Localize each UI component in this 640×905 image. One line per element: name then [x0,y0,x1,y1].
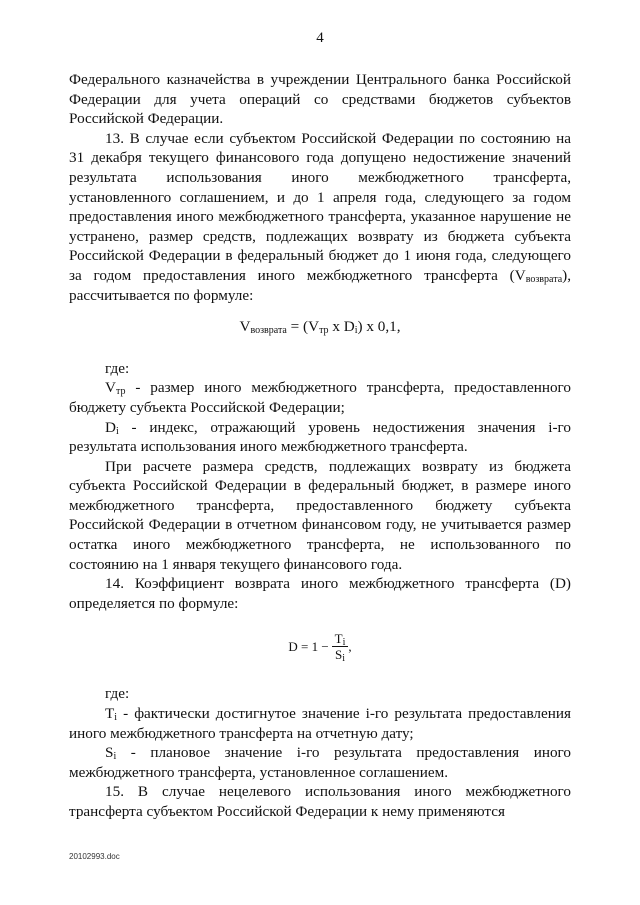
def-si-text: - плановое значение i-го результата предоставления иного межбюджетного трансферта, установленное соглашением. [69,744,571,781]
def-vtr-symbol: V [105,379,116,397]
paragraph-15: 15. В случае нецелевого использования иного межбюджетного трансферта субъектом Российской Федерации к нему применяются [69,783,571,820]
def-ti-symbol: T [105,705,115,723]
formula-d-fraction [332,631,352,665]
document-body [69,70,571,822]
definition-di [69,418,571,457]
formula-d-num-sub: i [342,637,346,649]
formula-d-numerator [332,631,349,647]
where-label-1: где: [105,359,130,377]
paragraph-14: 14. Коэффициент возврата иного межбюджетного трансферта (D) определяется по формуле: [69,575,571,612]
formula-d-denominator [332,647,348,665]
p13-symbol-sub: возврата [525,273,563,285]
def-si-sub: i [113,751,117,763]
def-di-text: - индекс, отражающий уровень недостижения значения i-го результата использования иного межбюджетного трансферта. [69,418,571,456]
formula-mid2-sub: i [354,325,358,337]
formula-d-den-sub: i [342,653,346,665]
formula-lhs: V [239,318,251,336]
definition-ti [69,704,571,743]
formula-d-num-symbol: T [334,631,343,647]
p13-text: 13. В случае если субъектом Российской Федерации по состоянию на 31 декабря текущего финансового года допущено недостижение значений результата использования иного межбюджетного трансферта, установленного соглашением, и до 1 апреля года, следующего за годом предоставления иного межбюджетного трансферта, указанное нарушение не устранено, размер средств, подлежащих возврату из бюджета субъекта Российской Федерации в федеральный бюджет до 1 июня года, следующего за годом предоставления иного межбюджетного трансферта ( [69,129,571,284]
def-ti-sub: i [114,712,118,724]
formula-v-return [69,317,571,337]
formula-mid2: x D [328,318,355,336]
formula-d-lhs: D = 1 − [288,639,329,655]
page-number: 4 [316,30,324,46]
def-vtr-text: - размер иного межбюджетного трансферта, предоставленного бюджету субъекта Российской Федерации; [69,379,571,416]
definition-vtr [69,378,571,417]
def-di-symbol: D [105,418,116,436]
footer-filename: 20102993.doc [69,852,120,861]
paragraph-13 [69,129,571,305]
formula-lhs-sub: возврата [250,325,287,337]
p13-end: ), рассчитывается по формуле: [69,266,571,304]
paragraph-calculation: При расчете размера средств, подлежащих возврату из бюджета субъекта Российской Федерации в федеральный бюджет, в размере иного межбюджетного трансферта, предоставленного бюджету субъекта Российской Федерации в отчетном финансовом году, не учитывается размер остатка иного межбюджетного трансферта, не использованного по состоянию на 1 января текущего финансового года. [69,457,571,573]
formula-d-tail: , [348,639,352,655]
def-ti-text: - фактически достигнутое значение i-го результата предоставления иного межбюджетного трансферта на отчетную дату; [69,705,571,742]
formula-d-den-symbol: S [335,647,343,663]
def-di-sub: i [115,425,119,437]
def-vtr-sub: тр [115,386,126,398]
formula-mid-sub: тр [319,325,329,337]
p13-symbol: V [514,266,526,284]
formula-d [69,631,571,665]
definition-si [69,743,571,782]
def-si-symbol: S [105,744,114,762]
formula-rhs: ) x 0,1, [357,318,401,336]
paragraph-intro: Федерального казначейства в учреждении Центрального банка Российской Федерации для учета операций со средствами бюджетов субъектов Российской Федерации. [69,71,571,128]
where-label-2: где: [105,685,130,703]
formula-mid: = (V [286,318,320,336]
